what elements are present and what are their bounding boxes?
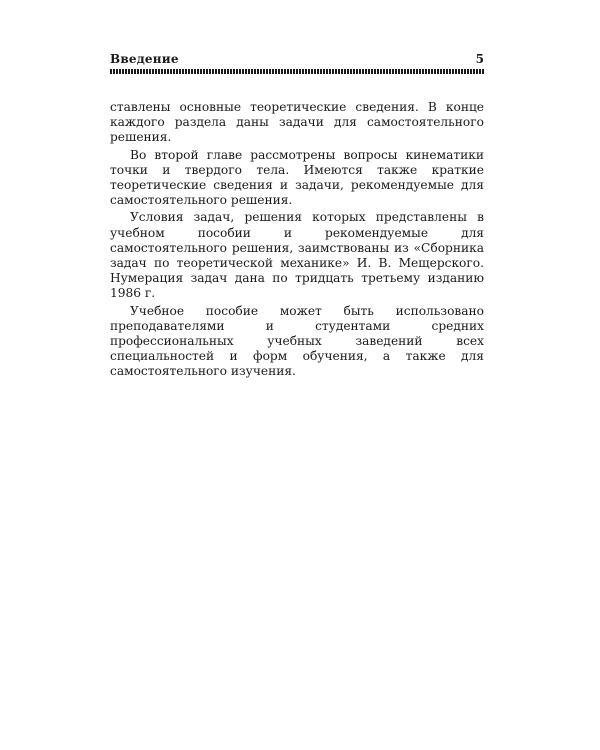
paragraph-continuation: ставлены основные теоретические сведения. В конце каждого раздела даны задачи для самостоятельного решения. xyxy=(110,100,484,145)
paragraph: Во второй главе рассмотрены вопросы кинематики точки и твердого тела. Имеются также краткие теоретические сведения и задачи, рекомендуемые для самостоятельного решения. xyxy=(110,147,484,208)
paragraph: Учебное пособие может быть использовано преподавателями и студентами средних профессиональных учебных заведений всех специальностей и форм обучения, а также для самостоятельного изучения. xyxy=(110,303,484,379)
body-text xyxy=(110,100,484,380)
book-page xyxy=(110,52,484,382)
paragraph: Условия задач, решения которых представлены в учебном пособии и рекомендуемые для самостоятельного решения, заимствованы из «Сборника задач по теоретической механике» И. В. Мещерского. Нумерация задач дана по тридцать третьему изданию 1986 г. xyxy=(110,210,484,301)
page-number: 5 xyxy=(475,52,484,66)
header-rule xyxy=(110,69,484,74)
running-head xyxy=(110,52,484,67)
section-title: Введение xyxy=(110,52,179,66)
